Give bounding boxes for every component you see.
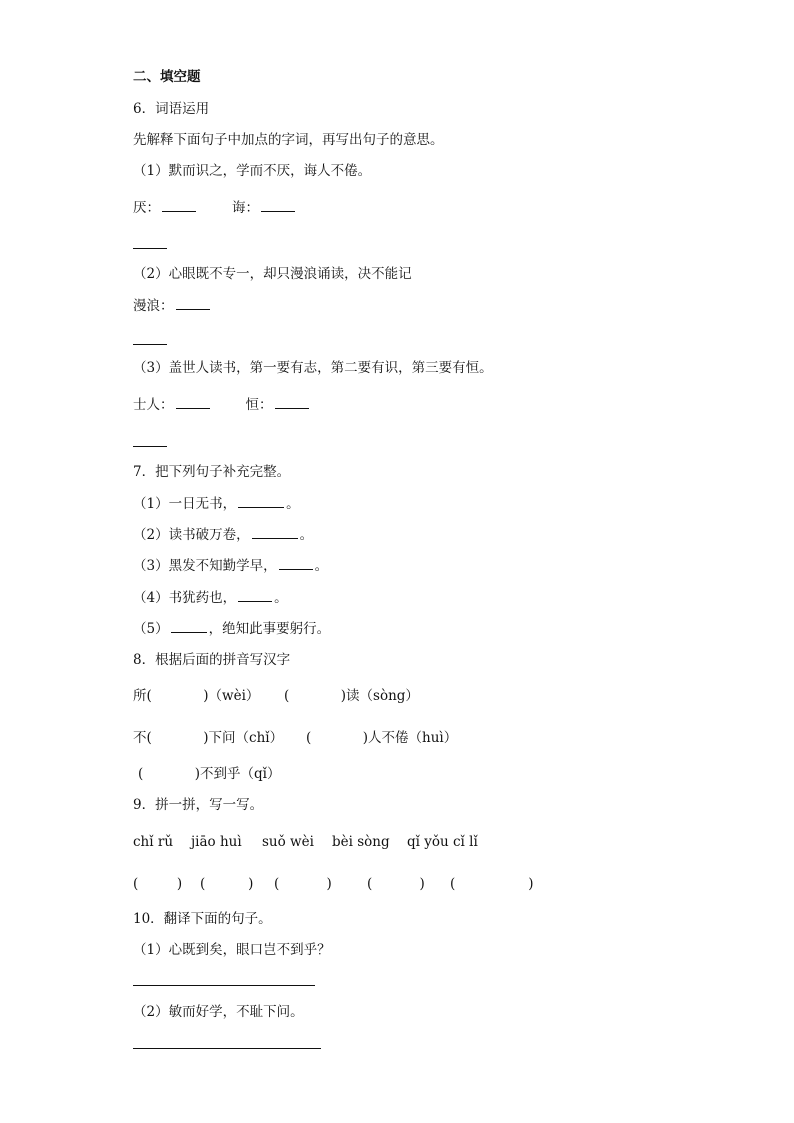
q6-answer-row-2 (133, 297, 212, 315)
q8-row-3a: ( )不到乎（qǐ） (138, 766, 281, 782)
q10-sentence-2: （2）敏而好学，不耻下问。 (133, 1004, 304, 1020)
section-title: 二、填空题 (133, 69, 201, 85)
answer-line[interactable] (133, 446, 167, 447)
q6-word-shiren-label: 士人： (133, 397, 174, 413)
q7-item-4-text: （4）书犹药也， (133, 590, 237, 606)
q7-item-5-end: ，绝知此事要躬行。 (208, 621, 331, 637)
q8-row-1b: ( )读（sòng） (284, 688, 419, 704)
q6-title: 6．词语运用 (133, 101, 210, 117)
q6-sentence-2: （2）心眼既不专一，却只漫浪诵读，决不能记 (133, 266, 412, 282)
answer-blank[interactable] (275, 396, 309, 409)
answer-line[interactable] (133, 344, 167, 345)
answer-blank[interactable] (252, 526, 298, 539)
answer-line[interactable] (133, 985, 315, 986)
q9-title: 9．拼一拼，写一写。 (133, 797, 264, 813)
q6-word-manlang-label: 漫浪： (133, 298, 174, 314)
answer-blank[interactable] (176, 297, 210, 310)
q6-sentence-3: （3）盖世人读书，第一要有志，第二要有识，第三要有恒。 (133, 360, 493, 376)
q7-item-1-end: 。 (286, 496, 300, 512)
q9-blank-5[interactable]: ( ) (450, 876, 534, 892)
q6-instruction: 先解释下面句子中加点的字词，再写出句子的意思。 (133, 132, 444, 148)
q9-blank-1[interactable]: ( ) (133, 876, 183, 892)
answer-blank[interactable] (238, 589, 272, 602)
q9-pinyin-5: qǐ yǒu cǐ lǐ (407, 834, 478, 850)
q6-word-heng-label: 恒： (245, 397, 273, 413)
q6-answer-row-3 (133, 396, 311, 414)
answer-blank[interactable] (279, 557, 313, 570)
q7-item-3-text: （3）黑发不知勤学早， (133, 558, 277, 574)
q7-item-4-end: 。 (274, 590, 288, 606)
answer-line[interactable] (133, 248, 167, 249)
q7-item-2-end: 。 (299, 527, 314, 543)
q6-word-hui-label: 诲： (232, 200, 259, 216)
q7-item-5-text: （5） (133, 621, 169, 637)
q7-item-1-text: （1）一日无书， (133, 496, 237, 512)
answer-blank[interactable] (261, 199, 295, 212)
q9-blank-3[interactable]: ( ) (274, 876, 332, 892)
q8-row-2a: 不( )下问（chǐ） (133, 730, 284, 746)
q7-item-1 (133, 495, 300, 513)
q7-item-4 (133, 589, 288, 607)
q6-answer-row-1 (133, 199, 297, 217)
q9-pinyin-4: bèi sòng (332, 834, 390, 850)
q7-item-5 (133, 620, 330, 638)
q10-title: 10．翻译下面的句子。 (133, 911, 272, 927)
q9-blank-2[interactable]: ( ) (200, 876, 254, 892)
q9-pinyin-2: jiāo huì (191, 834, 242, 850)
answer-blank[interactable] (238, 495, 284, 508)
q7-item-2-text: （2）读书破万卷， (133, 527, 250, 543)
q7-item-3 (133, 557, 328, 575)
q6-word-yan-label: 厌： (133, 200, 160, 216)
q7-title: 7．把下列句子补充完整。 (133, 464, 291, 480)
q6-sentence-1: （1）默而识之，学而不厌，诲人不倦。 (133, 163, 372, 179)
q8-row-1a: 所( )（wèi） (133, 688, 260, 704)
answer-blank[interactable] (171, 620, 207, 633)
q8-title: 8．根据后面的拼音写汉字 (133, 652, 291, 668)
q8-row-2b: ( )人不倦（huì） (306, 730, 458, 746)
q9-pinyin-1: chǐ rǔ (133, 834, 174, 850)
answer-blank[interactable] (176, 396, 210, 409)
q7-item-3-end: 。 (314, 558, 329, 574)
q10-sentence-1: （1）心既到矣，眼口岂不到乎？ (133, 942, 331, 958)
answer-line[interactable] (133, 1048, 321, 1049)
answer-blank[interactable] (162, 199, 196, 212)
q9-pinyin-3: suǒ wèi (262, 834, 314, 850)
q7-item-2 (133, 526, 313, 544)
q9-blank-4[interactable]: ( ) (367, 876, 425, 892)
